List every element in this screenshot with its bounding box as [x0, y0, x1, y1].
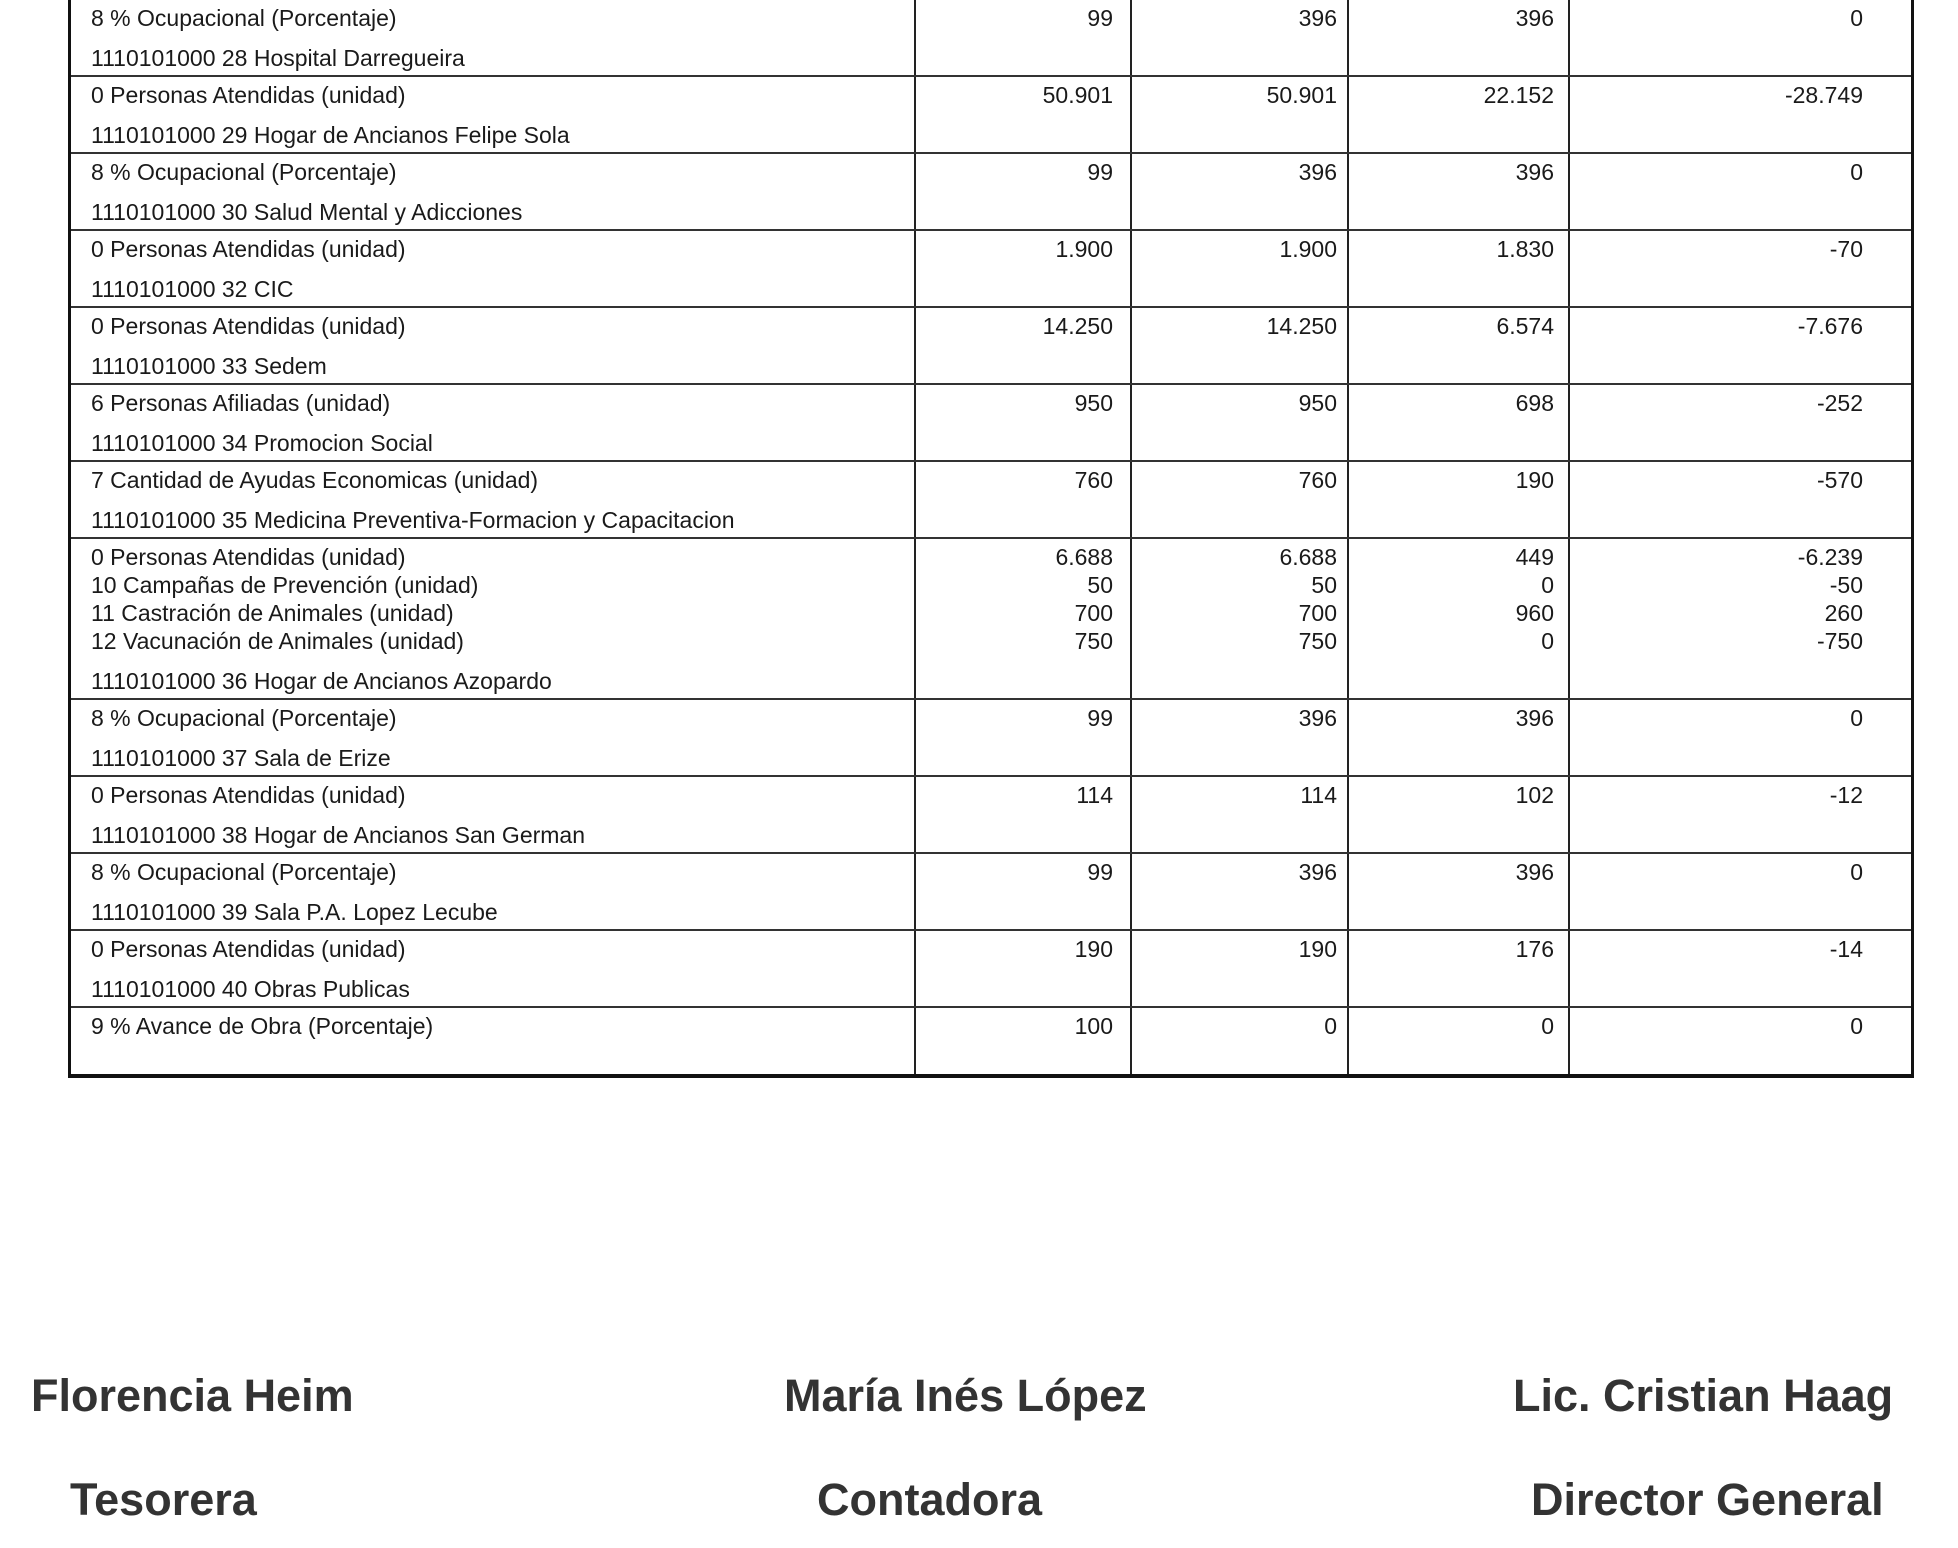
indicator-line: [71, 781, 1911, 809]
value-col-3: 176: [1515, 936, 1554, 962]
indicator-line: [71, 312, 1911, 340]
indicator-line: [71, 627, 1911, 655]
value-col-2: 396: [1298, 705, 1337, 731]
value-col-2: 50.901: [1266, 82, 1337, 108]
value-col-2: 190: [1298, 936, 1337, 962]
program-line: [71, 821, 1911, 849]
program-line: [71, 44, 1911, 72]
value-col-4: -570: [1816, 467, 1863, 493]
program-label: 1110101000 37 Sala de Erize: [91, 745, 391, 771]
indicator-label: 10 Campañas de Prevención (unidad): [91, 572, 479, 598]
program-label: 1110101000 36 Hogar de Ancianos Azopardo: [91, 668, 552, 694]
value-col-4: 0: [1850, 5, 1863, 31]
value-col-2: 950: [1298, 390, 1337, 416]
value-col-3: 396: [1515, 859, 1554, 885]
value-col-4: -70: [1829, 236, 1863, 262]
value-col-4: 0: [1850, 159, 1863, 185]
table-row: [71, 931, 1911, 1008]
program-line: [71, 506, 1911, 534]
indicator-line: [71, 571, 1911, 599]
value-col-3: 0: [1541, 628, 1554, 654]
table-row: [71, 700, 1911, 777]
program-label: 1110101000 29 Hogar de Ancianos Felipe Sola: [91, 122, 570, 148]
value-col-3: 960: [1515, 600, 1554, 626]
value-col-3: 102: [1515, 782, 1554, 808]
value-col-2: 114: [1300, 782, 1337, 808]
value-col-2: 0: [1324, 1013, 1337, 1039]
indicator-line: [71, 81, 1911, 109]
indicator-line: [71, 543, 1911, 571]
indicator-label: 8 % Ocupacional (Porcentaje): [91, 159, 397, 185]
value-col-4: -12: [1829, 782, 1863, 808]
signature-left-title: Tesorera: [70, 1474, 257, 1525]
program-line: [71, 275, 1911, 303]
value-col-1: 6.688: [1055, 544, 1113, 570]
indicator-label: 8 % Ocupacional (Porcentaje): [91, 859, 397, 885]
value-col-4: -252: [1816, 390, 1863, 416]
indicator-label: 8 % Ocupacional (Porcentaje): [91, 5, 397, 31]
program-label: 1110101000 34 Promocion Social: [91, 430, 433, 456]
table-row: [71, 231, 1911, 308]
program-label: 1110101000 33 Sedem: [91, 353, 327, 379]
program-line: [71, 667, 1911, 695]
program-line: [71, 121, 1911, 149]
value-col-1: 700: [1074, 600, 1113, 626]
value-col-3: 0: [1541, 1013, 1554, 1039]
value-col-2: 750: [1298, 628, 1337, 654]
indicator-label: 8 % Ocupacional (Porcentaje): [91, 705, 397, 731]
value-col-2: 6.688: [1279, 544, 1337, 570]
program-label: 1110101000 30 Salud Mental y Adicciones: [91, 199, 523, 225]
value-col-3: 698: [1515, 390, 1554, 416]
value-col-4: 0: [1850, 705, 1863, 731]
value-col-1: 1.900: [1055, 236, 1113, 262]
program-line: [71, 898, 1911, 926]
program-line: [71, 744, 1911, 772]
value-col-2: 14.250: [1266, 313, 1337, 339]
value-col-4: -6.239: [1797, 544, 1863, 570]
table-row: [71, 385, 1911, 462]
value-col-1: 99: [1087, 5, 1113, 31]
program-label: 1110101000 28 Hospital Darregueira: [91, 45, 465, 71]
value-col-2: 700: [1298, 600, 1337, 626]
program-line: [71, 975, 1911, 1003]
table-row: [71, 777, 1911, 854]
value-col-3: 22.152: [1483, 82, 1554, 108]
indicators-table: [68, 0, 1914, 1078]
indicator-line: [71, 466, 1911, 494]
indicator-line: [71, 858, 1911, 886]
signature-center-name: María Inés López: [784, 1370, 1147, 1421]
indicator-line: [71, 235, 1911, 263]
indicator-label: 7 Cantidad de Ayudas Economicas (unidad): [91, 467, 539, 493]
indicator-label: 6 Personas Afiliadas (unidad): [91, 390, 391, 416]
indicator-label: 12 Vacunación de Animales (unidad): [91, 628, 464, 654]
table-row: [71, 308, 1911, 385]
value-col-2: 760: [1298, 467, 1337, 493]
value-col-2: 396: [1298, 5, 1337, 31]
value-col-1: 750: [1074, 628, 1113, 654]
table-row: [71, 0, 1911, 77]
table-row: [71, 154, 1911, 231]
program-label: 1110101000 39 Sala P.A. Lopez Lecube: [91, 899, 498, 925]
indicator-label: 11 Castración de Animales (unidad): [91, 600, 454, 626]
value-col-1: 760: [1074, 467, 1113, 493]
value-col-3: 1.830: [1496, 236, 1554, 262]
signature-left-name: Florencia Heim: [31, 1370, 354, 1421]
program-label: 1110101000 38 Hogar de Ancianos San German: [91, 822, 586, 848]
table-row: [71, 539, 1911, 700]
signature-center-title: Contadora: [817, 1474, 1042, 1525]
indicator-line: [71, 4, 1911, 32]
value-col-4: -28.749: [1784, 82, 1863, 108]
value-col-4: -7.676: [1797, 313, 1863, 339]
value-col-3: 396: [1515, 705, 1554, 731]
value-col-1: 50.901: [1042, 82, 1113, 108]
value-col-2: 1.900: [1279, 236, 1337, 262]
program-line: [71, 198, 1911, 226]
table-row: [71, 462, 1911, 539]
value-col-3: 396: [1515, 5, 1554, 31]
value-col-1: 14.250: [1042, 313, 1113, 339]
value-col-1: 950: [1074, 390, 1113, 416]
table-row: [71, 77, 1911, 154]
indicator-label: 0 Personas Atendidas (unidad): [91, 936, 406, 962]
value-col-4: 0: [1850, 859, 1863, 885]
indicator-label: 0 Personas Atendidas (unidad): [91, 82, 406, 108]
value-col-2: 50: [1311, 572, 1337, 598]
indicator-line: [71, 389, 1911, 417]
value-col-1: 99: [1087, 705, 1113, 731]
value-col-1: 50: [1087, 572, 1113, 598]
indicator-line: [71, 158, 1911, 186]
value-col-3: 190: [1515, 467, 1554, 493]
indicator-label: 0 Personas Atendidas (unidad): [91, 236, 406, 262]
indicator-line: [71, 599, 1911, 627]
value-col-4: 0: [1850, 1013, 1863, 1039]
value-col-1: 99: [1087, 159, 1113, 185]
indicator-label: 0 Personas Atendidas (unidad): [91, 782, 406, 808]
indicator-line: [71, 935, 1911, 963]
value-col-3: 449: [1515, 544, 1554, 570]
program-label: 1110101000 32 CIC: [91, 276, 294, 302]
indicator-line: [71, 704, 1911, 732]
value-col-1: 99: [1087, 859, 1113, 885]
value-col-3: 0: [1541, 572, 1554, 598]
value-col-4: -750: [1816, 628, 1863, 654]
value-col-1: 114: [1076, 782, 1113, 808]
value-col-2: 396: [1298, 859, 1337, 885]
indicator-line: [71, 1012, 1911, 1040]
indicator-label: 0 Personas Atendidas (unidad): [91, 544, 406, 570]
value-col-3: 396: [1515, 159, 1554, 185]
signature-right-name: Lic. Cristian Haag: [1513, 1370, 1894, 1421]
value-col-1: 190: [1074, 936, 1113, 962]
value-col-1: 100: [1074, 1013, 1113, 1039]
indicator-label: 9 % Avance de Obra (Porcentaje): [91, 1013, 434, 1039]
program-label: 1110101000 40 Obras Publicas: [91, 976, 410, 1002]
program-line: [71, 352, 1911, 380]
program-label: 1110101000 35 Medicina Preventiva-Formacion y Capacitacion: [91, 507, 735, 533]
value-col-2: 396: [1298, 159, 1337, 185]
value-col-3: 6.574: [1496, 313, 1554, 339]
value-col-4: -14: [1829, 936, 1863, 962]
program-line: [71, 429, 1911, 457]
value-col-4: 260: [1824, 600, 1863, 626]
signature-right-title: Director General: [1531, 1474, 1884, 1525]
indicator-label: 0 Personas Atendidas (unidad): [91, 313, 406, 339]
table-row: [71, 854, 1911, 931]
value-col-4: -50: [1829, 572, 1863, 598]
table-row: [71, 1008, 1911, 1050]
